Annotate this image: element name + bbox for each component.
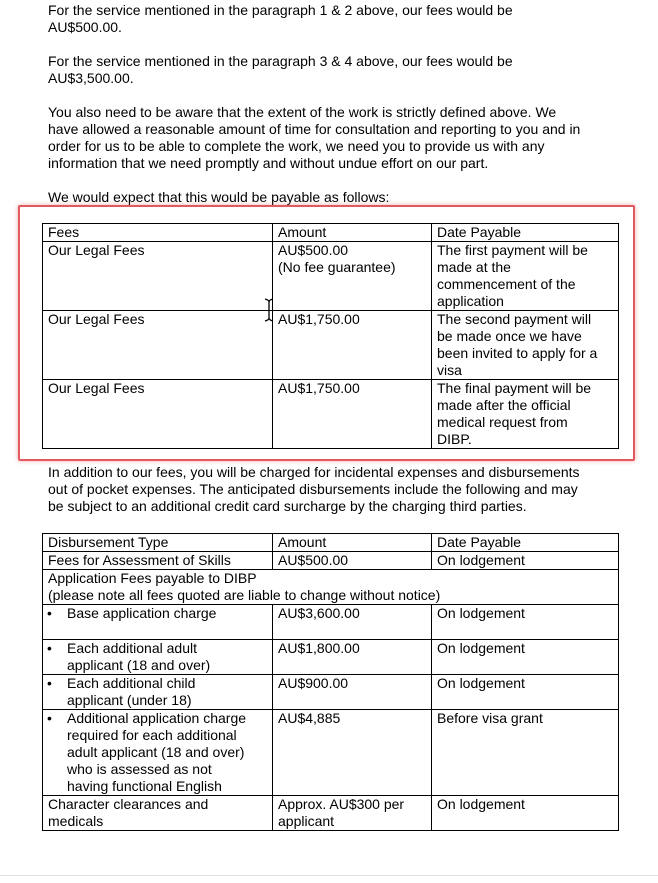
fee-date: The final payment will be made after the official medical request from DIBP. (432, 380, 619, 449)
fee-amount: AU$1,750.00 (273, 380, 432, 449)
table-row (43, 675, 619, 710)
table-row (43, 552, 619, 570)
fees-table-header (43, 224, 619, 242)
header-disbursement-type: Disbursement Type (43, 534, 273, 552)
header-date-payable: Date Payable (432, 224, 619, 242)
disbursement-type: • Each additional adult applicant (18 and over) (43, 640, 273, 675)
paragraph-extent-of-work: You also need to be aware that the extent of the work is strictly defined above. We have allowed a reasonable amount of time for consultation and reporting to you and in order for us to be able to complete the work, we need you to provide us with any information that we need promptly and without undue effort on our part. (48, 104, 581, 171)
disbursement-type: • Base application charge (43, 605, 273, 640)
disbursement-date: On lodgement (432, 552, 619, 570)
table-row (43, 605, 619, 640)
disbursement-date: On lodgement (432, 640, 619, 675)
disbursement-type: Character clearances and medicals (43, 796, 273, 831)
header-date-payable: Date Payable (432, 534, 619, 552)
table-row (43, 640, 619, 675)
disbursement-amount: AU$1,800.00 (273, 640, 432, 675)
disbursement-amount: Approx. AU$300 per applicant (273, 796, 432, 831)
disbursement-amount: AU$4,885 (273, 710, 432, 796)
page-bottom-divider (0, 875, 658, 876)
table-row (43, 242, 619, 311)
fee-amount: AU$500.00 (No fee guarantee) (273, 242, 432, 311)
dibp-fees-heading: Application Fees payable to DIBP (please note all fees quoted are liable to change without notice) (43, 570, 619, 605)
disbursement-amount: AU$500.00 (273, 552, 432, 570)
fee-amount: AU$1,750.00 (273, 311, 432, 380)
disbursement-amount: AU$900.00 (273, 675, 432, 710)
paragraph-disbursements-intro: In addition to our fees, you will be charged for incidental expenses and disbursements out of pocket expenses. The anticipated disbursements include the following and may be subject to an additional credit card surcharge by the charging third parties. (48, 464, 580, 514)
fee-date: The second payment will be made once we have been invited to apply for a visa (432, 311, 619, 380)
paragraph-fee-1-2: For the service mentioned in the paragraph 1 & 2 above, our fees would be AU$500.00. (48, 2, 513, 35)
table-row (43, 710, 619, 796)
disbursement-type: Fees for Assessment of Skills (43, 552, 273, 570)
header-amount: Amount (273, 534, 432, 552)
fee-date: The first payment will be made at the commencement of the application (432, 242, 619, 311)
disbursement-date: On lodgement (432, 796, 619, 831)
fee-name: Our Legal Fees (43, 380, 273, 449)
disbursements-table-header (43, 534, 619, 552)
fee-name: Our Legal Fees (43, 242, 273, 311)
header-fees: Fees (43, 224, 273, 242)
disbursement-date: On lodgement (432, 605, 619, 640)
disbursement-type: • Additional application charge required for each additional adult applicant (18 and over) who is assessed as not having functional English (43, 710, 273, 796)
disbursement-type: • Each additional child applicant (under 18) (43, 675, 273, 710)
header-amount: Amount (273, 224, 432, 242)
table-row (43, 380, 619, 449)
disbursement-date: Before visa grant (432, 710, 619, 796)
paragraph-payable-intro: We would expect that this would be payable as follows: (48, 189, 390, 205)
disbursements-table (42, 533, 619, 831)
paragraph-fee-3-4: For the service mentioned in the paragraph 3 & 4 above, our fees would be AU$3,500.00. (48, 53, 513, 86)
fees-table (42, 223, 619, 449)
disbursement-amount: AU$3,600.00 (273, 605, 432, 640)
table-row (43, 796, 619, 831)
table-row (43, 311, 619, 380)
disbursement-date: On lodgement (432, 675, 619, 710)
text-cursor-icon (264, 298, 274, 322)
fee-name: Our Legal Fees (43, 311, 273, 380)
table-row (43, 570, 619, 605)
